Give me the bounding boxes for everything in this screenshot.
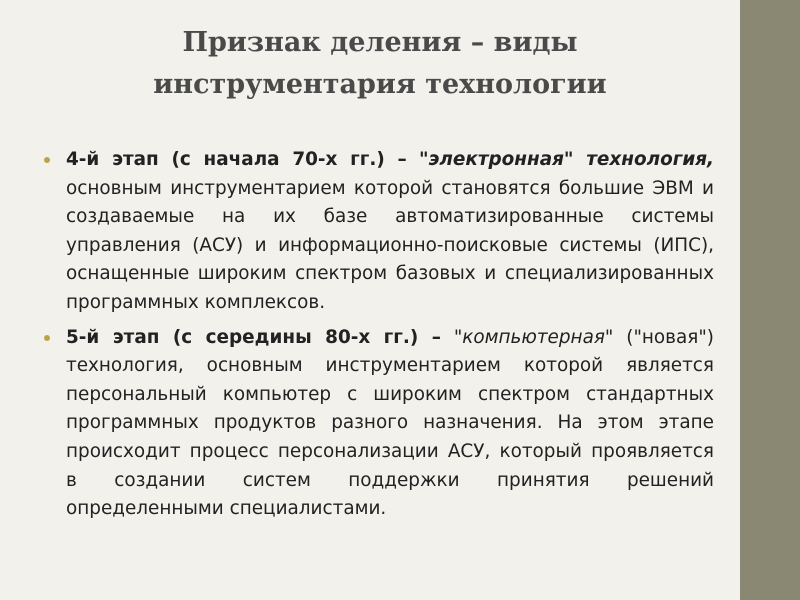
title-line-2: инструментария технологии <box>153 69 607 100</box>
bullet-item-stage-4 <box>42 146 714 318</box>
bullet-list <box>42 146 714 530</box>
bullet-dot-icon <box>44 335 50 341</box>
bullet-text: основным инструментарием которой становятся большие ЭВМ и создаваемые на их базе автоматизированные системы управления (АСУ) и информационно-поисковые системы (ИПС), оснащенные широким спектром базовых и специализированных программных комплексов. <box>66 177 714 313</box>
slide-title <box>40 22 720 106</box>
stage-label: 4-й этап (с начала 70-х гг.) – <box>66 149 407 170</box>
stage-label: 5-й этап (с середины 80-х гг.) – <box>66 326 441 348</box>
bullet-item-stage-5 <box>42 324 714 524</box>
technology-name: "компьютерная" <box>453 326 614 348</box>
technology-name: "электронная" технология, <box>418 149 714 170</box>
bullet-text: ("новая") технология, основным инструментарием которой является персональный компьютер с широким спектром стандартных программных продуктов разного назначения. На этом этапе происходит процесс персонализации АСУ, который проявляется в создании систем поддержки принятия решений определенными специалистами. <box>66 326 714 520</box>
side-decoration-band <box>740 0 800 600</box>
bullet-dot-icon <box>44 157 50 163</box>
title-line-1: Признак деления – виды <box>182 27 578 58</box>
